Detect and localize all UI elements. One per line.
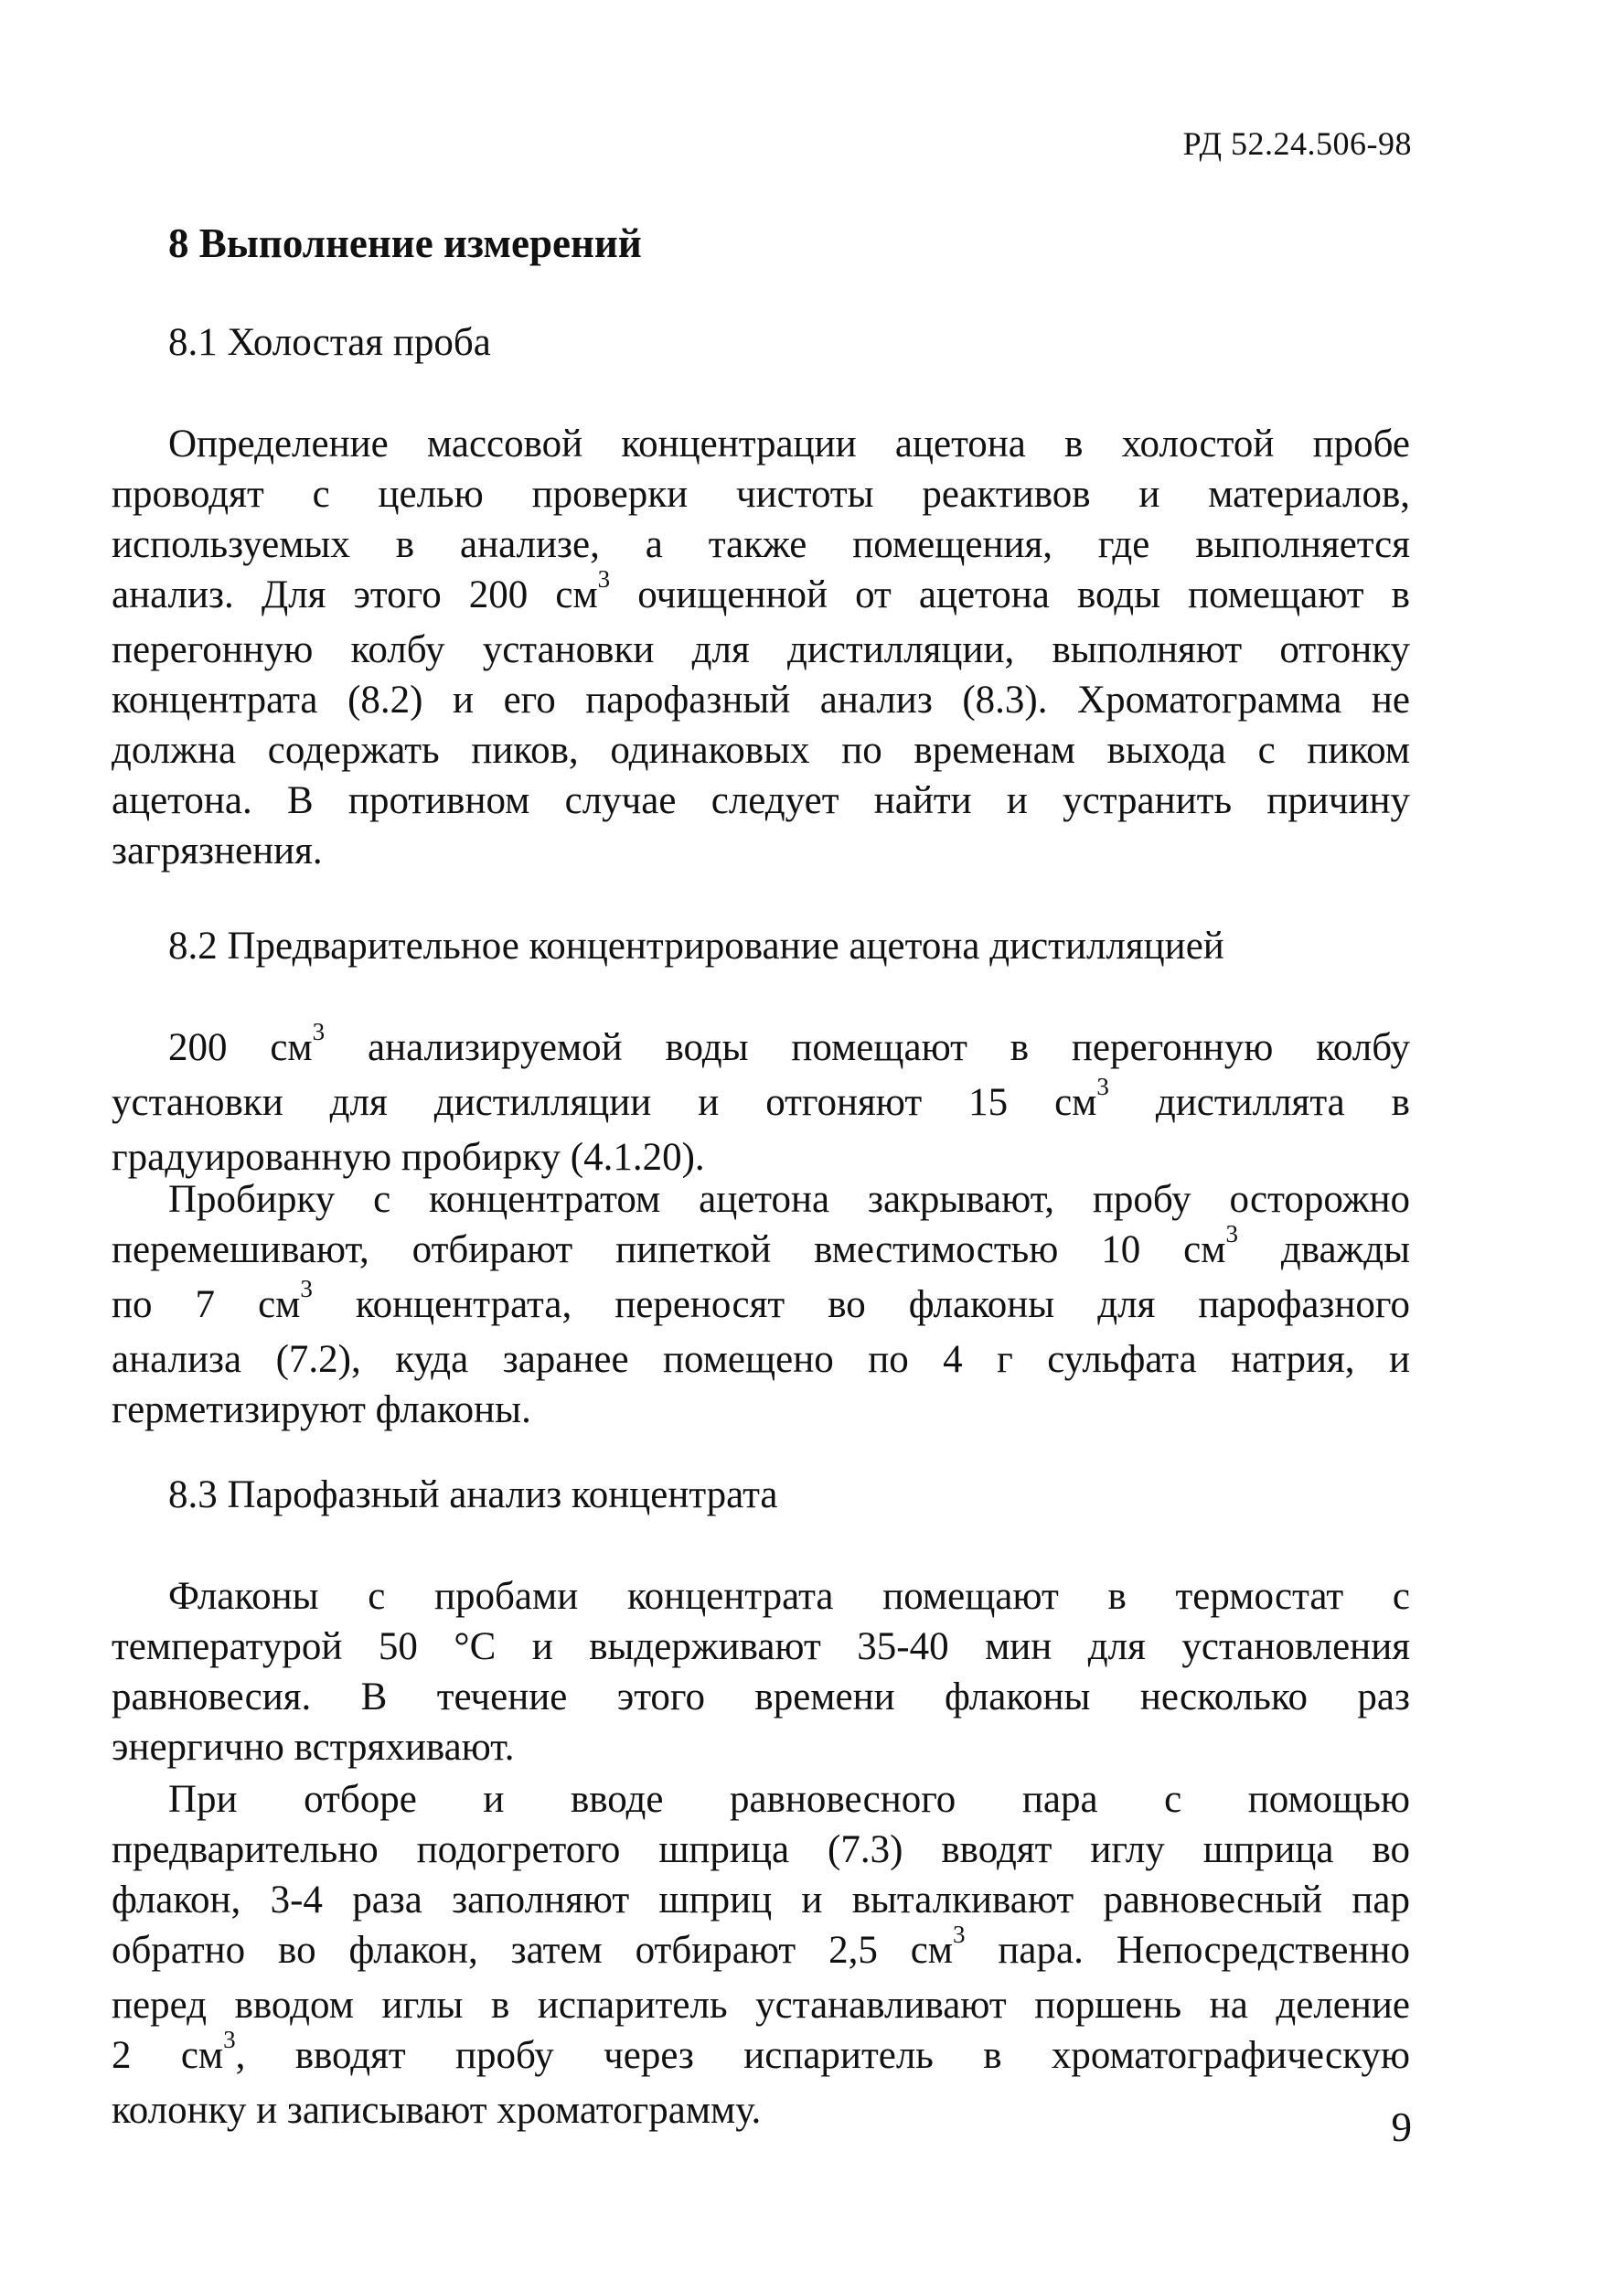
paragraph-8-1 <box>112 419 1410 876</box>
text-line: обратно во флакон, затем отбирают 2,5 $см^3$ пара. Непосредственно <box>112 1921 1410 1972</box>
text-line: перегонную колбу установки для дистилляции, выполняют отгонку <box>112 628 1410 671</box>
text-line: анализа (7.2), куда заранее помещено по 4 г сульфата натрия, и <box>112 1338 1410 1381</box>
text-line: 200 $см^3$ анализируемой воды помещают в перегонную колбу <box>168 1018 1410 1069</box>
text-line: равновесия. В течение этого времени флаконы несколько раз <box>112 1675 1410 1718</box>
text-line: проводят с целью проверки чистоты реактивов и материалов, <box>112 473 1410 516</box>
paragraph-8-3-b <box>112 1774 1410 2136</box>
text-line: флакон, 3-4 раза заполняют шприц и выталкивают равновесный пар <box>112 1879 1410 1922</box>
text-line: энергично встряхивают. <box>112 1726 515 1769</box>
text-line: концентрата (8.2) и его парофазный анализ (8.3). Хроматограмма не <box>112 679 1410 722</box>
text-line: анализ. Для этого 200 $см^3$ очищенной от ацетона воды помещают в <box>112 565 1410 616</box>
section-heading: 8 Выполнение измерений <box>168 220 642 266</box>
text-line: перемешивают, отбирают пипеткой вместимостью 10 $см^3$ дважды <box>112 1220 1411 1271</box>
text-line: по 7 $см^3$ концентрата, переносят во флаконы для парофазного <box>112 1275 1410 1326</box>
text-line: должна содержать пиков, одинаковых по временам выхода с пиком <box>112 729 1410 772</box>
paragraph-8-2-b <box>112 1174 1410 1435</box>
text-line: ацетона. В противном случае следует найти и устранить причину <box>112 779 1410 822</box>
text-line: предварительно подогретого шприца (7.3) вводят иглу шприца во <box>112 1828 1410 1871</box>
paragraph-8-3-a <box>112 1571 1410 1772</box>
text-line: 2 $см^3$, вводят пробу через испаритель в хроматографическую <box>112 2026 1411 2077</box>
text-line: Пробирку с концентратом ацетона закрывают, пробу осторожно <box>168 1178 1410 1221</box>
text-line: температурой 50 °С и выдерживают 35-40 мин для установления <box>112 1625 1410 1668</box>
page-number: 9 <box>1391 2104 1412 2150</box>
text-line: перед вводом иглы в испаритель устанавливают поршень на деление <box>112 1984 1410 2027</box>
superscript: 3 <box>953 1921 966 1948</box>
text-line: Определение массовой концентрации ацетона в холостой пробе <box>168 423 1410 466</box>
text-line: установки для дистилляции и отгоняют 15 $см^3$ дистиллята в <box>112 1073 1410 1124</box>
subsection-8-2-title: 8.2 Предварительное концентрирование ацетона дистилляцией <box>168 925 1224 968</box>
superscript: 3 <box>1225 1220 1238 1247</box>
text-line: Флаконы с пробами концентрата помещают в термостат с <box>168 1575 1410 1618</box>
text-line: колонку и записывают хроматограмму. <box>112 2089 762 2132</box>
superscript: 3 <box>312 1018 326 1045</box>
superscript: 3 <box>597 565 611 593</box>
text-line: используемых в анализе, а также помещения, где выполняется <box>112 523 1410 566</box>
superscript: 3 <box>300 1275 313 1302</box>
document-code: РД 52.24.506-98 <box>1182 125 1412 162</box>
text-line: герметизируют флаконы. <box>112 1388 531 1431</box>
subsection-8-1-title: 8.1 Холостая проба <box>168 321 491 364</box>
subsection-8-3-title: 8.3 Парофазный анализ концентрата <box>168 1473 778 1516</box>
superscript: 3 <box>1096 1073 1109 1100</box>
text-line: градуированную пробирку (4.1.20). <box>112 1136 705 1179</box>
text-line: При отборе и вводе равновесного пара с помощью <box>168 1778 1410 1821</box>
superscript: 3 <box>223 2026 236 2053</box>
text-line: загрязнения. <box>112 830 323 873</box>
paragraph-8-2-a <box>112 1018 1410 1183</box>
